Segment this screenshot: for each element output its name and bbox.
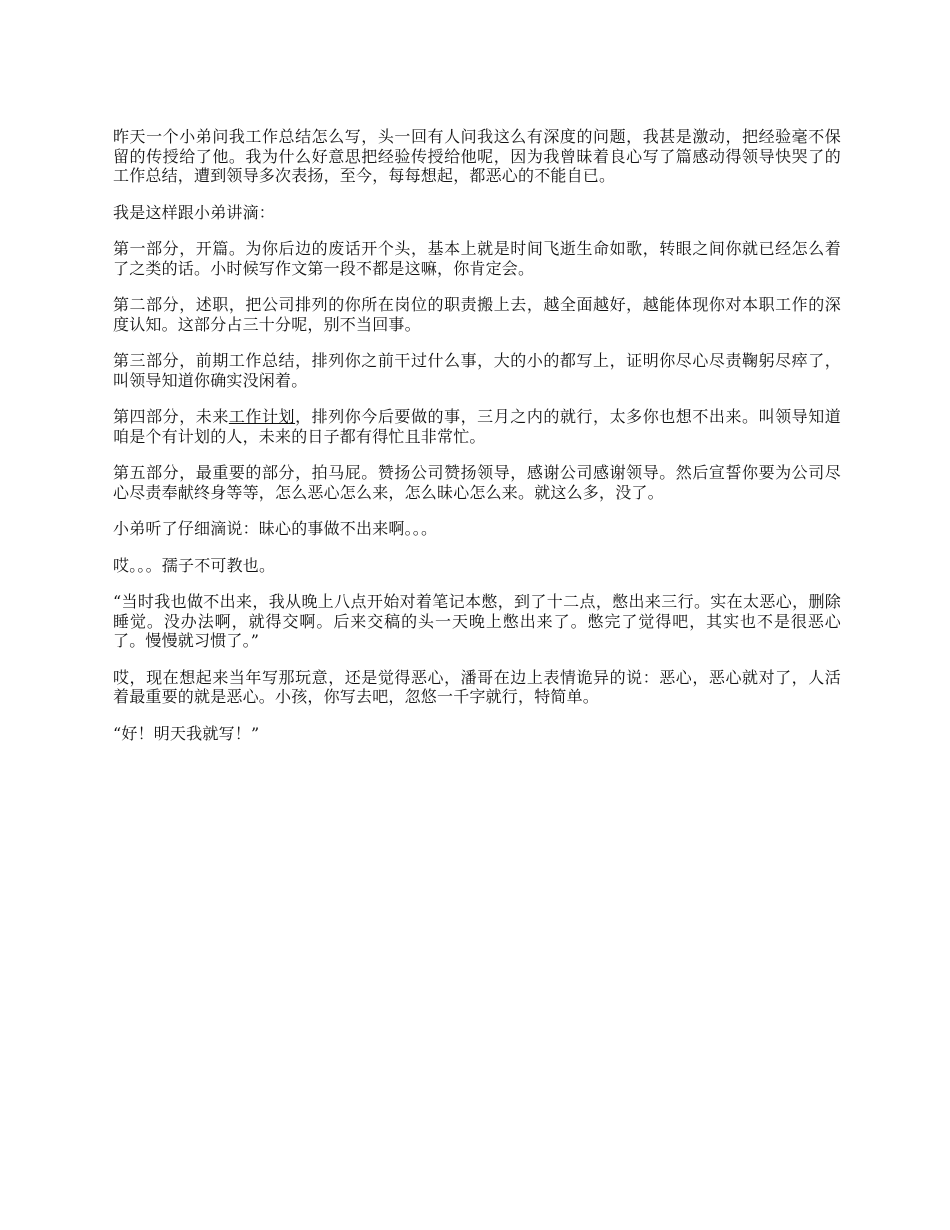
- paragraph-10: “当时我也做不出来，我从晚上八点开始对着笔记本憋，到了十二点，憋出来三行。实在太恶心，删除睡觉。没办法啊，就得交啊。后来交稿的头一天晚上憋出来了。憋完了觉得吧，其实也不是很恶心了。慢慢就习惯了。”: [113, 592, 841, 650]
- paragraph-3: 第一部分，开篇。为你后边的废话开个头，基本上就是时间飞逝生命如歌，转眼之间你就已经怎么着了之类的话。小时候写作文第一段不都是这嘛，你肯定会。: [113, 239, 841, 278]
- paragraph-1: 昨天一个小弟问我工作总结怎么写，头一回有人问我这么有深度的问题，我甚是激动，把经验毫不保留的传授给了他。我为什么好意思把经验传授给他呢，因为我曾昧着良心写了篇感动得领导快哭了的工作总结，遭到领导多次表扬，至今，每每想起，都恶心的不能自已。: [113, 127, 841, 185]
- paragraph-12: “好！明天我就写！”: [113, 723, 260, 743]
- paragraph-11: 哎，现在想起来当年写那玩意，还是觉得恶心，潘哥在边上表情诡异的说：恶心，恶心就对了，人活着最重要的就是恶心。小孩，你写去吧，忽悠一千字就行，特简单。: [113, 667, 841, 706]
- paragraph-7: 第五部分，最重要的部分，拍马屁。赞扬公司赞扬领导，感谢公司感谢领导。然后宣誓你要为公司尽心尽责奉献终身等等，怎么恶心怎么来，怎么昧心怎么来。就这么多，没了。: [113, 463, 841, 502]
- document-body: [113, 127, 841, 760]
- work-plan-link[interactable]: 工作计划: [228, 407, 296, 426]
- paragraph-6: [113, 407, 841, 446]
- paragraph-5: 第三部分，前期工作总结，排列你之前干过什么事，大的小的都写上，证明你尽心尽责鞠躬尽瘁了，叫领导知道你确实没闲着。: [113, 351, 841, 390]
- paragraph-6-start: 第四部分，未来: [113, 407, 229, 426]
- paragraph-2: 我是这样跟小弟讲滴：: [113, 202, 276, 222]
- paragraph-9: 哎。。。孺子不可教也。: [113, 555, 276, 575]
- paragraph-6-end: ，排列你今后要做的事，三月之内的就行，太多你也想不出来。叫领导知道咱是个有计划的人，未来的日子都有得忙且非常忙。: [113, 407, 841, 446]
- paragraph-4: 第二部分，述职，把公司排列的你所在岗位的职责搬上去，越全面越好，越能体现你对本职工作的深度认知。这部分占三十分呢，别不当回事。: [113, 295, 841, 334]
- paragraph-8: 小弟听了仔细滴说：昧心的事做不出来啊。。。: [113, 519, 438, 538]
